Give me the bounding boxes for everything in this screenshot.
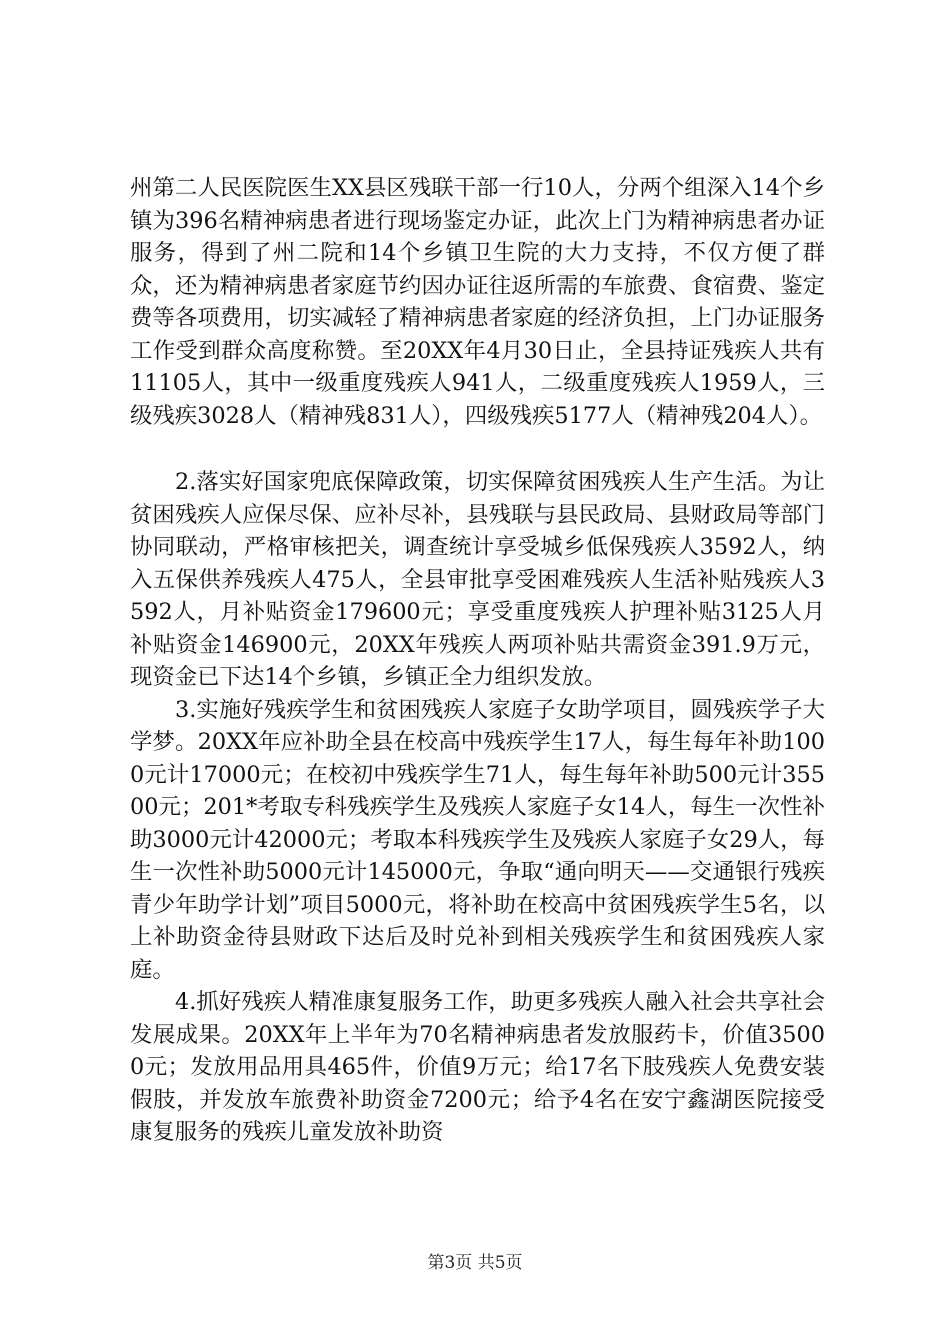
paragraph-continuation: 州第二人民医院医生XX县区残联干部一行10人，分两个组深入14个乡镇为396名精神病患者进行现场鉴定办证，此次上门为精神病患者办证服务，得到了州二院和14个乡镇卫生院的大力支持，不仅方便了群众，还为精神病患者家庭节约因办证往返所需的车旅费、食宿费、鉴定费等各项费用，切实减轻了精神病患者家庭的经济负担，上门办证服务工作受到群众高度称赞。至20XX年4月30日止，全县持证残疾人共有11105人，其中一级重度残疾人941人，二级重度残疾人1959人，三级残疾3028人（精神残831人），四级残疾5177人（精神残204人）。 [130, 175, 825, 429]
paragraph-item-2: 2.落实好国家兜底保障政策，切实保障贫困残疾人生产生活。为让贫困残疾人应保尽保、应补尽补，县残联与县民政局、县财政局等部门协同联动，严格审核把关，调查统计享受城乡低保残疾人3592人，纳入五保供养残疾人475人，全县审批享受困难残疾人生活补贴残疾人3592人，月补贴资金179600元；享受重度残疾人护理补贴3125人月补贴资金146900元，20XX年残疾人两项补贴共需资金391.9万元，现资金已下达14个乡镇，乡镇正全力组织发放。 [130, 469, 825, 690]
page-number-footer: 第3页 共5页 [427, 1253, 523, 1273]
paragraph-item-3: 3.实施好残疾学生和贫困残疾人家庭子女助学项目，圆残疾学子大学梦。20XX年应补助全县在校高中残疾学生17人，每生每年补助1000元计17000元；在校初中残疾学生71人，每生每年补助500元计35500元；201*考取专科残疾学生及残疾人家庭子女14人，每生一次性补助3000元计42000元；考取本科残疾学生及残疾人家庭子女29人，每生一次性补助5000元计145000元，争取“通向明天——交通银行残疾青少年助学计划”项目5000元，将补助在校高中贫困残疾学生5名，以上补助资金待县财政下达后及时兑补到相关残疾学生和贫困残疾人家庭。 [130, 696, 825, 983]
paragraph-item-4: 4.抓好残疾人精准康复服务工作，助更多残疾人融入社会共享社会发展成果。20XX年上半年为70名精神病患者发放服药卡，价值35000元；发放用品用具465件，价值9万元；给17名下肢残疾人免费安装假肢，并发放车旅费补助资金7200元；给予4名在安宁鑫湖医院接受康复服务的残疾儿童发放补助资 [130, 989, 825, 1145]
paragraph-gap [130, 432, 825, 466]
document-body [130, 172, 825, 1149]
